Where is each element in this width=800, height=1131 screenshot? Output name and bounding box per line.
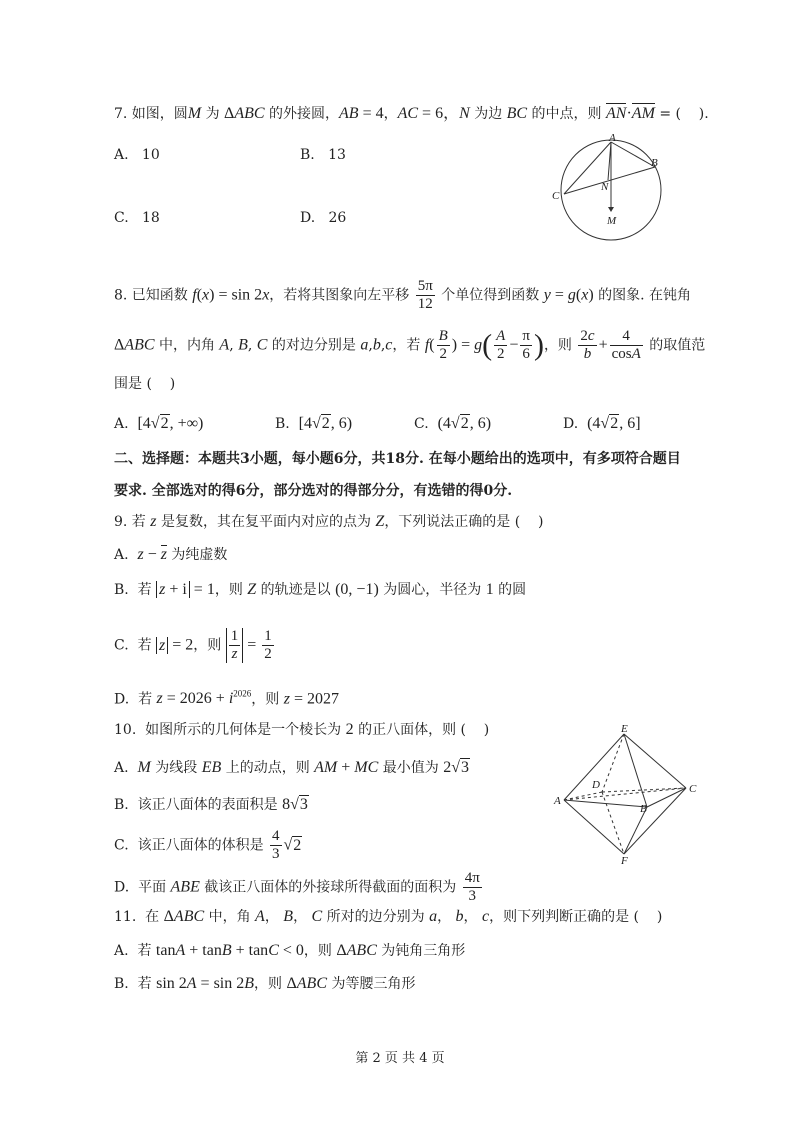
q11-option-b[interactable]: B. 若 sin 2A = sin 2B，则 ΔABC 为等腰三角形 [114, 975, 416, 992]
section2-line2: 要求. 全部选对的得6分，部分选对的得部分分，有选错的得0分. [114, 483, 513, 499]
q10-option-c[interactable]: C. 该正八面体的体积是 $\frac{4}{3}$ √2 [114, 828, 302, 862]
q10-figure-label-f: F [621, 855, 628, 867]
q10-figure-label-b: B [640, 803, 647, 815]
q8-option-c[interactable]: C. (4√2, 6) [414, 415, 492, 432]
q8-line3: 围是 ( ) [114, 376, 176, 392]
page-footer: 第 2 页 共 4 页 [355, 1051, 445, 1066]
q11-stem: 11. 在 ΔABC 中，角 A， B， C 所对的边分别为 a， b， c，则下列判断正确的是 ( ) [114, 908, 663, 925]
q7-circle-figure [548, 132, 678, 252]
q10-figure-label-d: D [592, 779, 600, 791]
q7-figure-label-a: A [609, 132, 616, 144]
q9-option-d[interactable]: D. 若 $z = 2026 + i^{2026}$，则 z = 2027 [114, 689, 339, 708]
q7-option-d[interactable]: D. 26 [300, 210, 347, 226]
q7-stem: 7. 如图，圆M 为 ΔABC 的外接圆，AB = 4，AC = 6，N 为边 BC 的中点，则 AN·AM = ( ). [114, 105, 709, 122]
q7-figure-label-n: N [601, 181, 609, 193]
q10-option-d[interactable]: D. 平面 ABE 截该正八面体的外接球所得截面的面积为 $\frac{4\pi}{3}$ [114, 870, 480, 904]
q8-option-b[interactable]: B. [4√2, 6) [275, 415, 353, 432]
q8-line2: ΔABC 中，内角 A, B, C 的对边分别是 a,b,c，若 f( $\frac{B}{2}$ ) = g( $\frac{A}{2}$ − $\frac{\pi}{6}$ )，则 $\frac{2c}{b}$ + $\frac{4}{\cos A}$ 的取值范 [114, 328, 706, 362]
q7-figure-label-c: C [552, 190, 560, 202]
q7-option-a[interactable]: A. 10 [114, 147, 160, 163]
q11-option-a[interactable]: A. 若 tanA + tanB + tanC < 0，则 ΔABC 为钝角三角形 [114, 942, 466, 959]
q10-figure-label-e: E [621, 723, 628, 735]
q9-option-b[interactable]: B. 若 z + i = 1，则 Z 的轨迹是以 (0, −1) 为圆心，半径为 1 的圆 [114, 581, 527, 598]
q7-option-c[interactable]: C. 18 [114, 210, 160, 226]
q7-figure-label-b: B [651, 157, 658, 169]
q10-option-a[interactable]: A. M 为线段 EB 上的动点，则 AM + MC 最小值为 2√3 [114, 759, 469, 776]
q10-octahedron-figure [552, 722, 702, 867]
q10-stem: 10. 如图所示的几何体是一个棱长为 2 的正八面体，则 ( ) [114, 721, 490, 738]
q8-line1: 8. 已知函数 f(x) = sin 2x，若将其图象向左平移 $\frac{5\pi}{12}$ 个单位得到函数 y = g(x) 的图象. 在钝角 [114, 278, 691, 312]
q7-option-b[interactable]: B. 13 [300, 147, 346, 163]
q9-option-c[interactable]: C. 若 z = 2，则 $\frac{1}{z}$ = $\frac{1}{2}$ [114, 628, 272, 662]
q9-option-a[interactable]: A. z − z 为纯虚数 [114, 546, 228, 563]
section2-line1: 二、选择题：本题共3小题，每小题6分，共18分. 在每小题给出的选项中，有多项符合题目 [114, 451, 681, 467]
q9-stem: 9. 若 z 是复数，其在复平面内对应的点为 Z，下列说法正确的是 ( ) [114, 513, 544, 530]
q10-option-b[interactable]: B. 该正八面体的表面积是 8√3 [114, 796, 308, 813]
q10-figure-label-a: A [554, 795, 561, 807]
q8-option-a[interactable]: A. [4√2, +∞) [114, 415, 204, 432]
q10-figure-label-c: C [689, 783, 697, 795]
q8-option-d[interactable]: D. (4√2, 6] [563, 415, 641, 432]
q7-figure-label-m: M [607, 215, 617, 227]
